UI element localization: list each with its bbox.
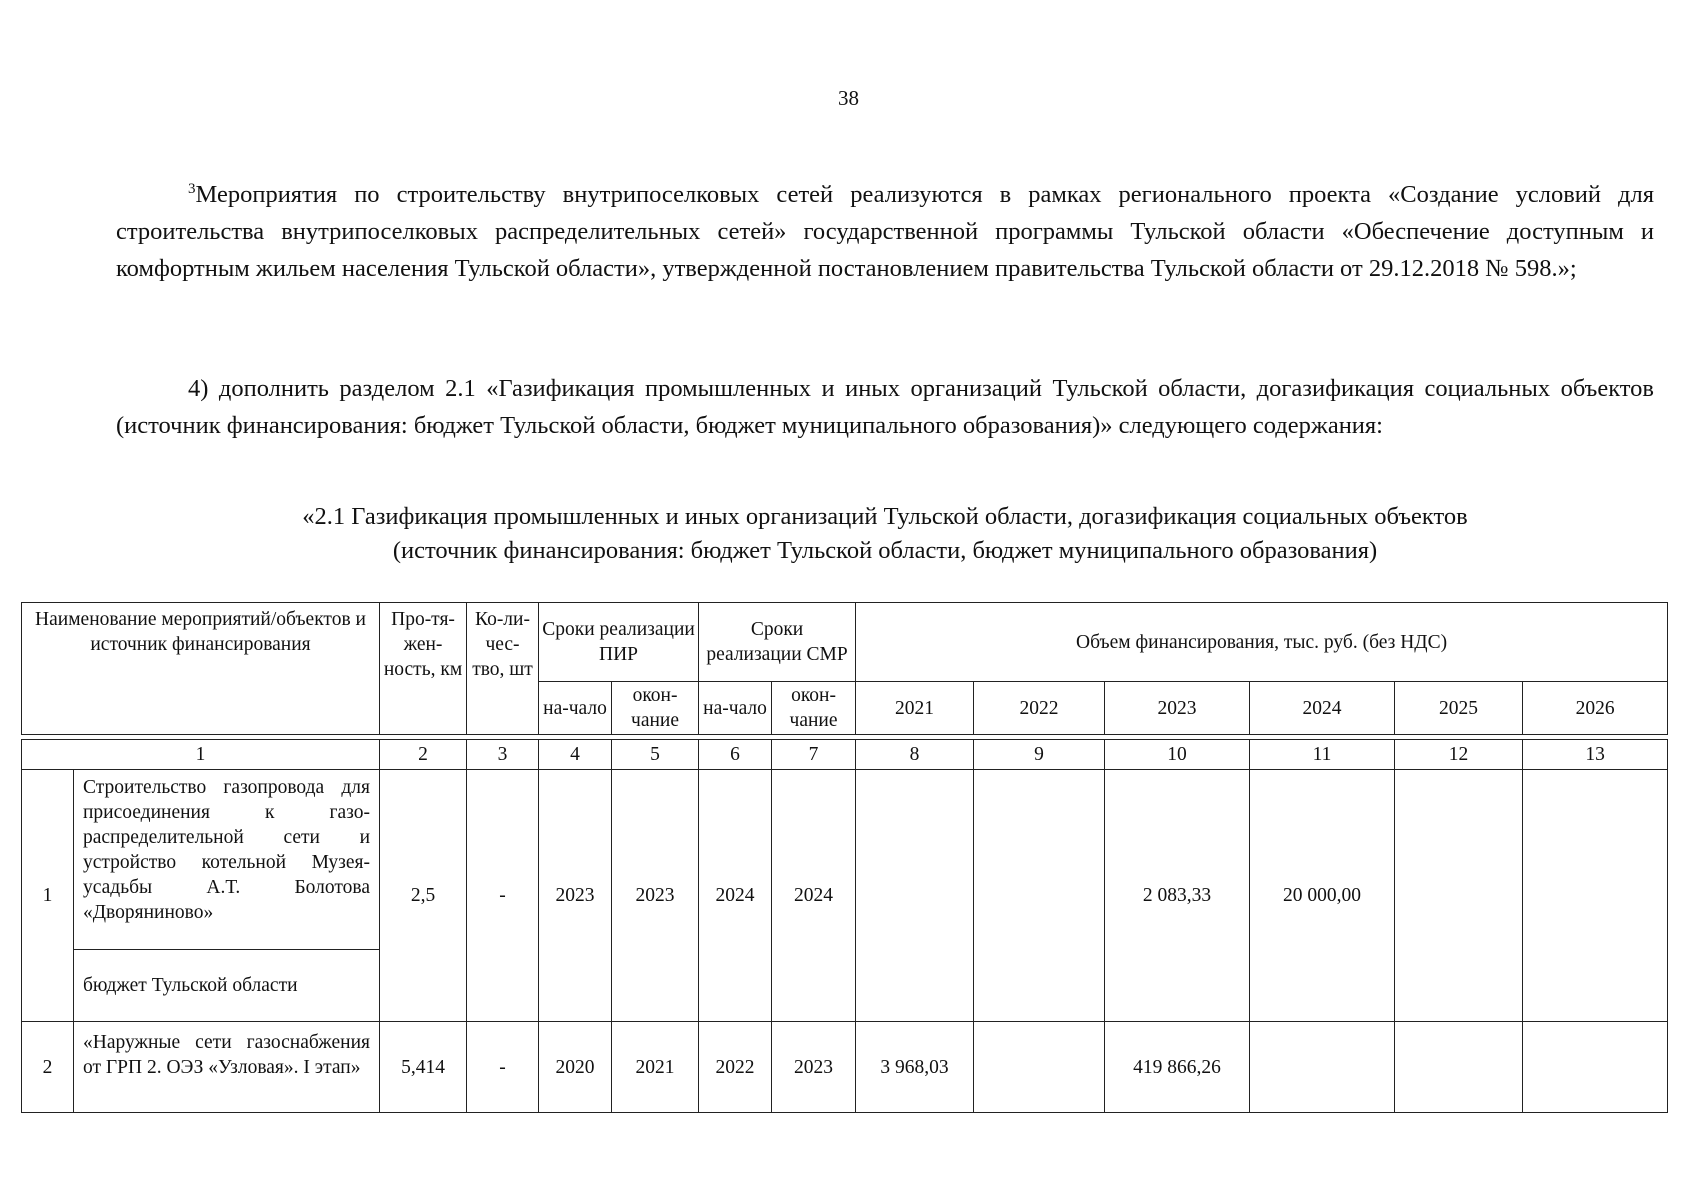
row-smr-start: 2022: [699, 1022, 772, 1113]
row-value-2026: [1523, 770, 1668, 1022]
header-row-top: [22, 603, 1668, 682]
header-pir-end: окон-чание: [612, 682, 699, 735]
column-number: 11: [1250, 740, 1395, 770]
row-value-2025: [1395, 770, 1523, 1022]
row-smr-start: 2024: [699, 770, 772, 1022]
row-name: «Наружные сети газоснабжения от ГРП 2. ОЭЗ «Узловая». I этап»: [74, 1022, 380, 1113]
header-year-2024: 2024: [1250, 682, 1395, 735]
row-pir-start: 2020: [539, 1022, 612, 1113]
row-length: 5,414: [380, 1022, 467, 1113]
column-number: 1: [22, 740, 380, 770]
column-number: 5: [612, 740, 699, 770]
row-value-2024: 20 000,00: [1250, 770, 1395, 1022]
row-pir-end: 2023: [612, 770, 699, 1022]
section-title-line-1: «2.1 Газификация промышленных и иных организаций Тульской области, догазификация социальных объектов: [302, 503, 1468, 530]
header-smr-start: на-чало: [699, 682, 772, 735]
header-smr: Сроки реализации СМР: [699, 603, 856, 682]
header-quantity: Ко-ли-чес-тво, шт: [467, 603, 539, 735]
header-smr-end: окон-чание: [772, 682, 856, 735]
section-title: [116, 500, 1654, 568]
table-row: [22, 770, 1668, 950]
row-pir-start: 2023: [539, 770, 612, 1022]
footnote-marker: 3: [188, 181, 196, 197]
row-quantity: -: [467, 1022, 539, 1113]
row-smr-end: 2024: [772, 770, 856, 1022]
footnote-paragraph: [116, 176, 1654, 287]
row-length: 2,5: [380, 770, 467, 1022]
row-value-2022: [974, 770, 1105, 1022]
header-year-2022: 2022: [974, 682, 1105, 735]
row-value-2021: 3 968,03: [856, 1022, 974, 1113]
table-row: [22, 1022, 1668, 1113]
page-number: 38: [838, 86, 859, 110]
amendment-text: 4) дополнить разделом 2.1 «Газификация промышленных и иных организаций Тульской области, догазификация социальных объектов (источник финансирования: бюджет Тульской области, бюджет муниципального образования)» следующего содержания:: [116, 375, 1654, 439]
column-number: 12: [1395, 740, 1523, 770]
header-name: Наименование мероприятий/объектов и источник финансирования: [22, 603, 380, 735]
header-length: Про-тя-жен-ность, км: [380, 603, 467, 735]
column-number-row: [22, 740, 1668, 770]
row-funding-source: бюджет Тульской области: [74, 950, 380, 1022]
row-smr-end: 2023: [772, 1022, 856, 1113]
column-number: 8: [856, 740, 974, 770]
row-number: 1: [22, 770, 74, 1022]
header-funding: Объем финансирования, тыс. руб. (без НДС): [856, 603, 1668, 682]
row-quantity: -: [467, 770, 539, 1022]
column-number: 4: [539, 740, 612, 770]
footnote-text: Мероприятия по строительству внутрипоселковых сетей реализуются в рамках регионального проекта «Создание условий для строительства внутрипоселковых распределительных сетей» государственной программы Тульской области «Обеспечение доступным и комфортным жильем населения Тульской области», утвержденной постановлением правительства Тульской области от 29.12.2018 № 598.»;: [116, 181, 1654, 282]
column-number: 13: [1523, 740, 1668, 770]
row-number: 2: [22, 1022, 74, 1113]
header-year-2021: 2021: [856, 682, 974, 735]
header-pir: Сроки реализации ПИР: [539, 603, 699, 682]
financing-table: [21, 602, 1668, 1113]
row-value-2024: [1250, 1022, 1395, 1113]
row-pir-end: 2021: [612, 1022, 699, 1113]
column-number: 2: [380, 740, 467, 770]
header-year-2025: 2025: [1395, 682, 1523, 735]
column-number: 6: [699, 740, 772, 770]
row-name: Строительство газопровода для присоединения к газо-распределительной сети и устройство котельной Музея-усадьбы А.Т. Болотова «Дворяниново»: [74, 770, 380, 950]
row-value-2023: 419 866,26: [1105, 1022, 1250, 1113]
header-pir-start: на-чало: [539, 682, 612, 735]
section-title-line-2: (источник финансирования: бюджет Тульской области, бюджет муниципального образования): [392, 537, 1378, 564]
amendment-paragraph: [116, 370, 1654, 444]
row-value-2026: [1523, 1022, 1668, 1113]
column-number: 3: [467, 740, 539, 770]
column-number: 9: [974, 740, 1105, 770]
header-year-2026: 2026: [1523, 682, 1668, 735]
row-value-2022: [974, 1022, 1105, 1113]
row-value-2021: [856, 770, 974, 1022]
column-number: 7: [772, 740, 856, 770]
row-value-2023: 2 083,33: [1105, 770, 1250, 1022]
header-year-2023: 2023: [1105, 682, 1250, 735]
row-value-2025: [1395, 1022, 1523, 1113]
column-number: 10: [1105, 740, 1250, 770]
